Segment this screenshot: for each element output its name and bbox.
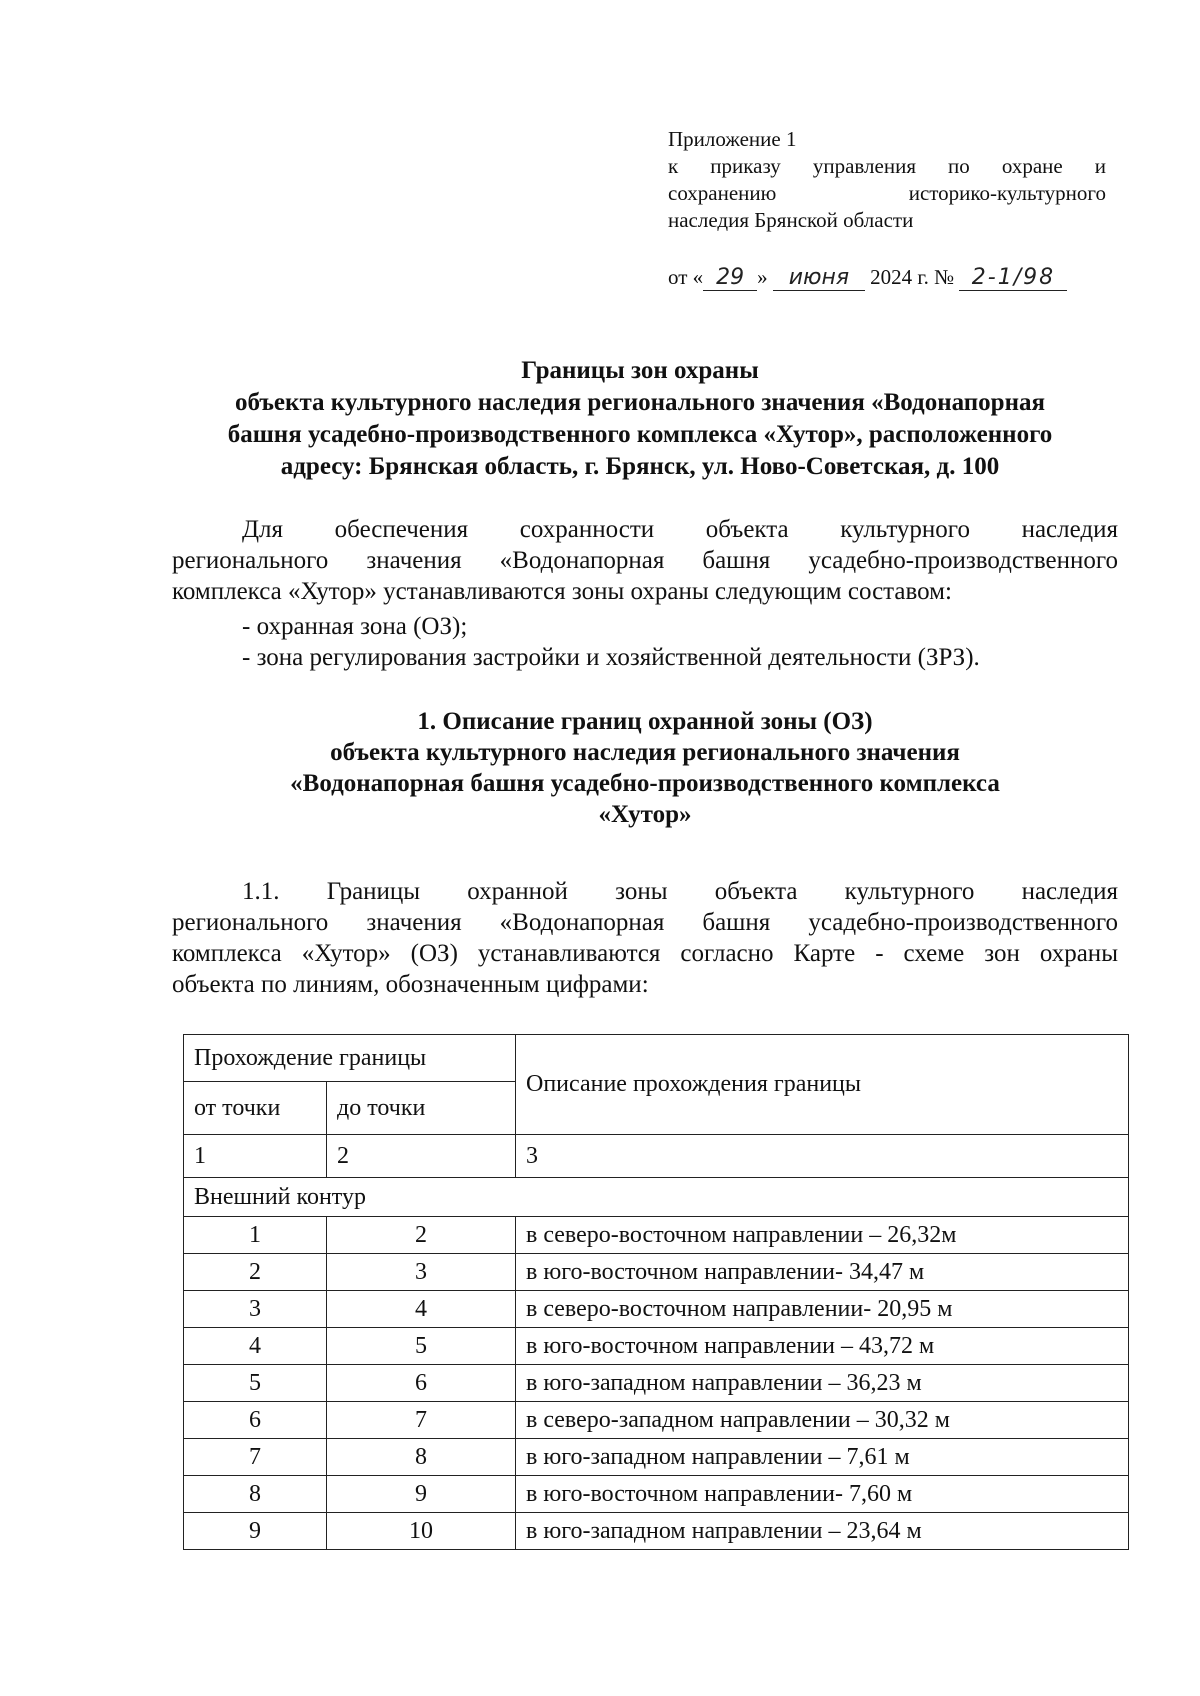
zone-list [172, 611, 1118, 673]
from-point-cell: 6 [184, 1402, 327, 1439]
paragraph-line: объекта по линиям, обозначенным цифрами: [172, 971, 649, 998]
from-point-cell: 1 [184, 1217, 327, 1254]
heading-line: 1. Описание границ охранной зоны (ОЗ) [417, 708, 873, 735]
from-point-cell: 4 [184, 1328, 327, 1365]
title-line: объекта культурного наследия регионального значения «Водонапорная [234, 389, 1046, 416]
header-to-point: до точки [327, 1082, 516, 1135]
description-cell: в северо-восточном направлении – 26,32м [516, 1217, 1129, 1254]
from-point-cell: 3 [184, 1291, 327, 1328]
from-point-cell: 2 [184, 1254, 327, 1291]
to-point-cell: 9 [327, 1476, 516, 1513]
description-cell: в юго-западном направлении – 36,23 м [516, 1365, 1129, 1402]
handwritten-day: 29 [703, 266, 757, 291]
table-row [184, 1402, 1129, 1439]
order-date-number [668, 262, 1108, 292]
heading-line: объекта культурного наследия регионального значения [330, 739, 960, 766]
boundary-table [183, 1034, 1129, 1550]
to-point-cell: 5 [327, 1328, 516, 1365]
order-year: 2024 г. № [870, 265, 955, 289]
from-point-cell: 8 [184, 1476, 327, 1513]
to-point-cell: 8 [327, 1439, 516, 1476]
to-point-cell: 6 [327, 1365, 516, 1402]
header-from-point: от точки [184, 1082, 327, 1135]
paragraph-line: регионального значения «Водонапорная башня усадебно-производственного [172, 909, 1118, 936]
index-cell: 3 [516, 1135, 1129, 1178]
to-point-cell: 4 [327, 1291, 516, 1328]
table-index-row [184, 1135, 1129, 1178]
table-row [184, 1513, 1129, 1550]
list-item: - зона регулирования застройки и хозяйственной деятельности (ЗРЗ). [242, 644, 980, 671]
group-label: Внешний контур [184, 1178, 1129, 1217]
appendix-line: сохранению историко-культурного [668, 181, 1106, 205]
appendix-line: к приказу управления по охране и [668, 154, 1106, 178]
table-row [184, 1254, 1129, 1291]
table-header-row [184, 1035, 1129, 1082]
paragraph-line: регионального значения «Водонапорная башня усадебно-производственного [172, 547, 1118, 574]
section-1-heading [172, 706, 1118, 830]
description-cell: в юго-западном направлении – 23,64 м [516, 1513, 1129, 1550]
description-cell: в северо-восточном направлении- 20,95 м [516, 1291, 1129, 1328]
table-group-row [184, 1178, 1129, 1217]
list-item: - охранная зона (ОЗ); [242, 613, 468, 640]
handwritten-order-number: 2-1/98 [959, 266, 1067, 291]
order-prefix: от « [668, 265, 704, 289]
paragraph-line: комплекса «Хутор» (ОЗ) устанавливаются согласно Карте - схеме зон охраны [172, 940, 1118, 967]
document-title [150, 355, 1130, 483]
appendix-line: наследия Брянской области [668, 208, 914, 232]
from-point-cell: 5 [184, 1365, 327, 1402]
header-description: Описание прохождения границы [516, 1035, 1129, 1135]
title-line: адресу: Брянская область, г. Брянск, ул. Ново-Советская, д. 100 [280, 453, 1000, 480]
handwritten-month: июня [773, 266, 865, 291]
description-cell: в юго-западном направлении – 7,61 м [516, 1439, 1129, 1476]
paragraph-line: Для обеспечения сохранности объекта культурного наследия [242, 516, 1118, 543]
table-row [184, 1476, 1129, 1513]
heading-line: «Хутор» [598, 801, 692, 828]
appendix-title: Приложение 1 [668, 127, 797, 151]
table-row [184, 1291, 1129, 1328]
title-line: башня усадебно-производственного комплекса «Хутор», расположенного [227, 421, 1053, 448]
table-row [184, 1365, 1129, 1402]
to-point-cell: 7 [327, 1402, 516, 1439]
to-point-cell: 3 [327, 1254, 516, 1291]
paragraph-1-1 [172, 876, 1118, 1000]
heading-line: «Водонапорная башня усадебно-производственного комплекса [290, 770, 1000, 797]
table-row [184, 1328, 1129, 1365]
description-cell: в юго-восточном направлении- 7,60 м [516, 1476, 1129, 1513]
order-after-day: » [757, 265, 768, 289]
description-cell: в северо-западном направлении – 30,32 м [516, 1402, 1129, 1439]
appendix-header [668, 126, 1106, 234]
description-cell: в юго-восточном направлении- 34,47 м [516, 1254, 1129, 1291]
header-passage: Прохождение границы [184, 1035, 516, 1082]
to-point-cell: 10 [327, 1513, 516, 1550]
table-row [184, 1439, 1129, 1476]
from-point-cell: 7 [184, 1439, 327, 1476]
intro-paragraph [172, 514, 1118, 607]
index-cell: 2 [327, 1135, 516, 1178]
table-row [184, 1217, 1129, 1254]
to-point-cell: 2 [327, 1217, 516, 1254]
index-cell: 1 [184, 1135, 327, 1178]
description-cell: в юго-восточном направлении – 43,72 м [516, 1328, 1129, 1365]
paragraph-line: 1.1. Границы охранной зоны объекта культурного наследия [242, 878, 1118, 905]
paragraph-line: комплекса «Хутор» устанавливаются зоны охраны следующим составом: [172, 578, 952, 605]
from-point-cell: 9 [184, 1513, 327, 1550]
title-line: Границы зон охраны [521, 357, 759, 384]
